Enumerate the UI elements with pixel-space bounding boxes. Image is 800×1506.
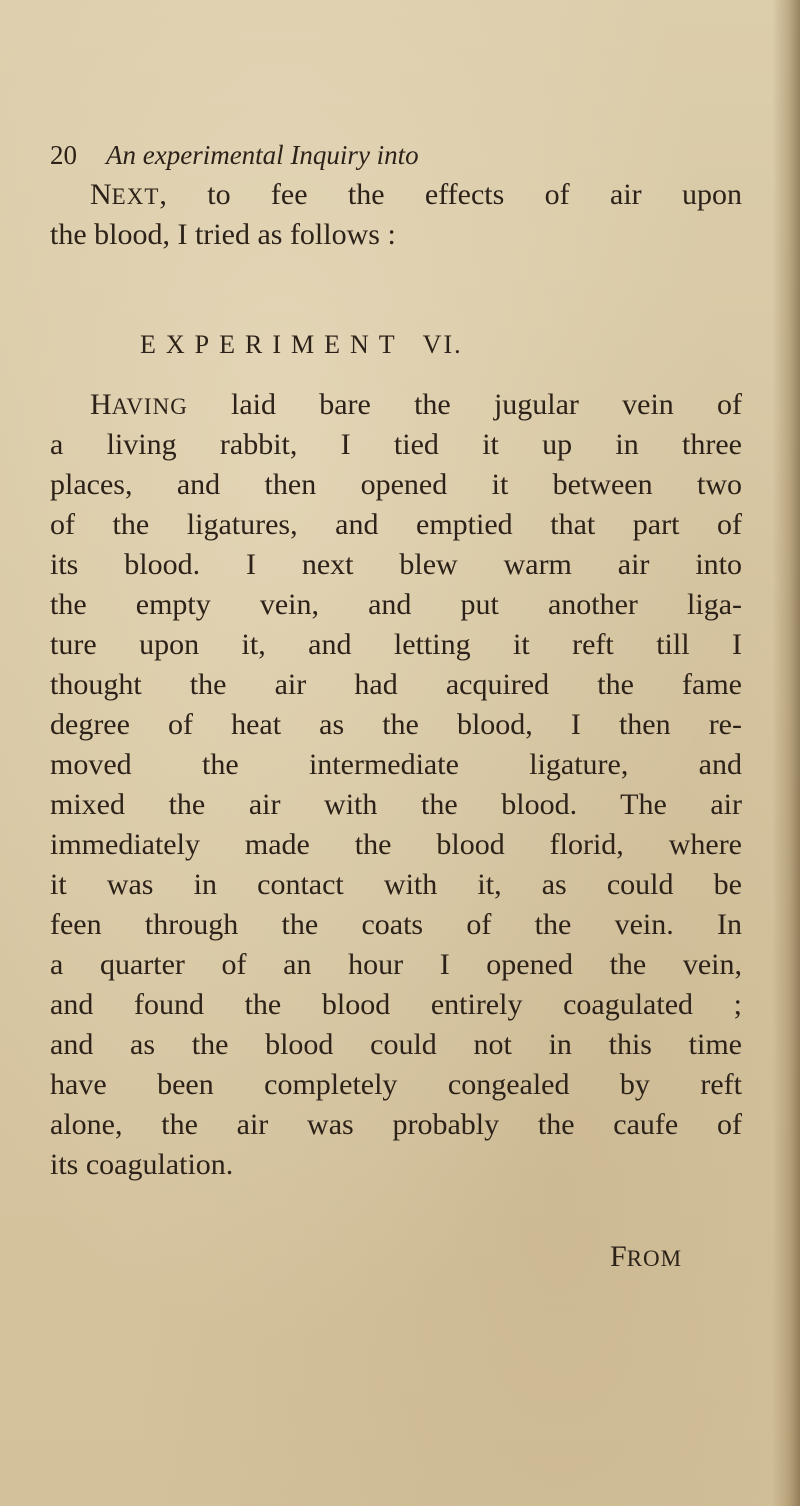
paragraph-line: it was in contact with it, as could be [50, 868, 742, 901]
intro-line-2: the blood, I tried as follows : [50, 218, 396, 251]
paragraph-line: alone, the air was probably the caufe of [50, 1108, 742, 1141]
paragraph-line: ture upon it, and letting it reft till I [50, 628, 742, 661]
paragraph-last-line: its coagulation. [50, 1148, 234, 1181]
paragraph-line: a quarter of an hour I opened the vein, [50, 948, 742, 981]
catchword-small-caps: ROM [626, 1246, 683, 1271]
page-number: 20 [50, 140, 77, 170]
running-title: An experimental Inquiry into [106, 140, 419, 170]
paragraph-line: mixed the air with the blood. The air [50, 788, 742, 821]
paragraph-line: immediately made the blood florid, where [50, 828, 742, 861]
paragraph-line: its blood. I next blew warm air into [50, 548, 742, 581]
paragraph-initial: H [90, 388, 112, 421]
running-header [50, 135, 750, 175]
paragraph-first-text: laid bare the jugular vein of [187, 388, 742, 421]
paragraph-line: places, and then opened it between two [50, 468, 742, 501]
paragraph-line: degree of heat as the blood, I then re- [50, 708, 742, 741]
paragraph-line: the empty vein, and put another liga- [50, 588, 742, 621]
experiment-heading [140, 325, 463, 365]
catchword-initial: F [610, 1240, 627, 1273]
page-edge-shadow [772, 0, 800, 1506]
paragraph-line: of the ligatures, and emptied that part of [50, 508, 742, 541]
paragraph-small-caps: AVING [111, 394, 188, 419]
paragraph-line: and as the blood could not in this time [50, 1028, 742, 1061]
intro-initial: N [90, 178, 112, 211]
experiment-number: VI. [422, 330, 463, 359]
paragraph-line: feen through the coats of the vein. In [50, 908, 742, 941]
intro-line-1 [90, 175, 742, 215]
catchword [610, 1237, 682, 1282]
paragraph-line: moved the intermediate ligature, and [50, 748, 742, 781]
paragraph-line: and found the blood entirely coagulated ; [50, 988, 742, 1021]
paragraph-line: thought the air had acquired the fame [50, 668, 742, 701]
paragraph-line-first [90, 385, 742, 425]
intro-text: , to fee the effects of air upon [159, 178, 742, 211]
paragraph-line: have been completely congealed by reft [50, 1068, 742, 1101]
experiment-label: EXPERIMENT [140, 330, 405, 359]
paragraph-line: a living rabbit, I tied it up in three [50, 428, 742, 461]
intro-small-caps: EXT [111, 184, 160, 209]
